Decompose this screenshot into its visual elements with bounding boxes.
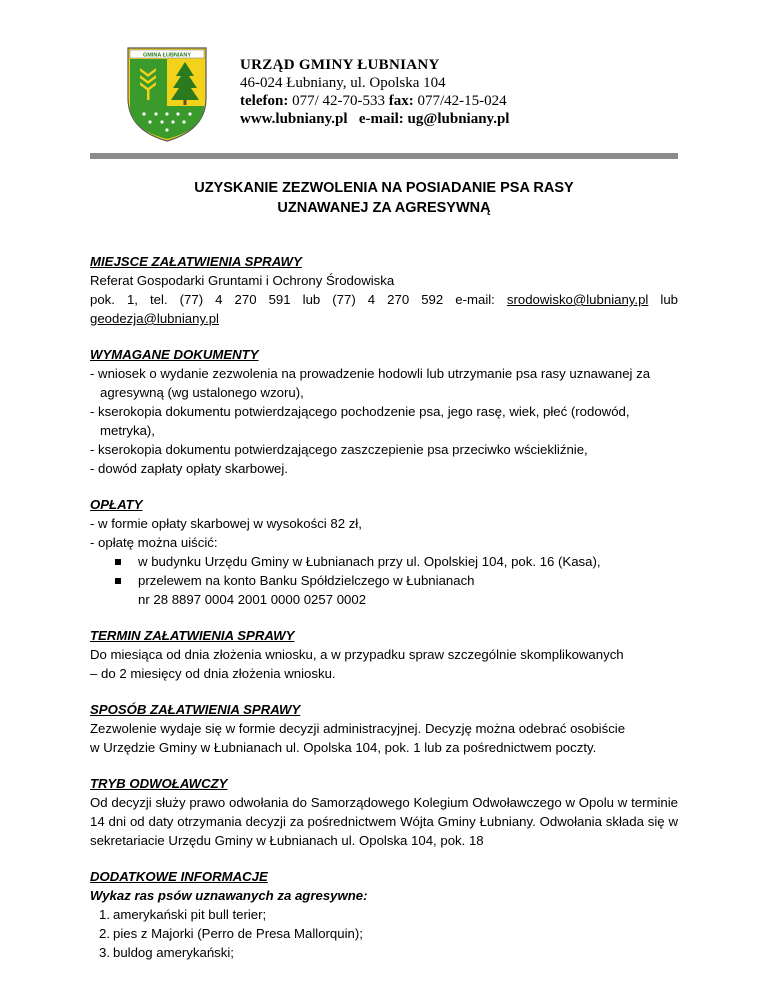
- office-department: Referat Gospodarki Gruntami i Ochrony Środowiska: [90, 273, 395, 288]
- list-item: - kserokopia dokumentu potwierdzającego pochodzenie psa, jego rasę, wiek, płeć (rodowód, metryka),: [90, 404, 630, 438]
- fee-payment-intro: - opłatę można uiścić:: [90, 535, 218, 550]
- municipality-crest-logo: [122, 44, 212, 144]
- section-sposob: SPOSÓB ZAŁATWIENIA SPRAWY Zezwolenie wydaje się w formie decyzji administracyjnej. Decyzję można odebrać osobiście w Urzędzie Gminy w Łubnianach ul. Opolska 104, pok. 1 lub za pośrednictwem poczty.: [90, 700, 678, 757]
- office-phone-fax: telefon: 077/ 42-70-533 fax: 077/42-15-024: [240, 93, 507, 109]
- office-header: [240, 56, 509, 128]
- section-miejsce: [90, 252, 678, 328]
- section-heading: TRYB ODWOŁAWCZY: [90, 776, 228, 791]
- list-item: 2. pies z Majorki (Perro de Presa Mallorquin);: [99, 926, 363, 941]
- list-item: - dowód zapłaty opłaty skarbowej.: [90, 461, 288, 476]
- bullet-square-icon: [115, 559, 121, 565]
- fee-amount: - w formie opłaty skarbowej w wysokości 82 zł,: [90, 516, 362, 531]
- document-body: [90, 252, 678, 979]
- section-dokumenty: [90, 345, 678, 478]
- section-heading: SPOSÓB ZAŁATWIENIA SPRAWY: [90, 702, 301, 717]
- section-heading: MIEJSCE ZAŁATWIENIA SPRAWY: [90, 254, 302, 269]
- breed-list-title: Wykaz ras psów uznawanych za agresywne:: [90, 888, 368, 903]
- section-heading: DODATKOWE INFORMACJE: [90, 869, 268, 884]
- section-heading: WYMAGANE DOKUMENTY: [90, 347, 259, 362]
- website-link[interactable]: www.lubniany.pl: [240, 111, 348, 127]
- list-item: - wniosek o wydanie zezwolenia na prowadzenie hodowli lub utrzymanie psa rasy uznawanej za agresywną (wg ustalonego wzoru),: [90, 366, 651, 400]
- list-item: przelewem na konto Banku Spółdzielczego w Łubnianach: [90, 571, 678, 590]
- crest-text: GMINA ŁUBNIANY: [142, 52, 192, 59]
- bullet-square-icon: [115, 578, 121, 584]
- appeal-text: Od decyzji służy prawo odwołania do Samorządowego Kolegium Odwoławczego w Opolu w terminie 14 dni od daty otrzymania decyzji za pośrednictwem Wójta Gminy Łubniany. Odwołania składa się w sekretariacie Urzędu Gminy w Łubnianach ul. Opolska 104, pok. 18: [90, 795, 678, 848]
- payment-methods: [90, 552, 678, 590]
- section-tryb: [90, 774, 678, 850]
- email-link-srodowisko[interactable]: srodowisko@lubniany.pl: [506, 292, 649, 307]
- office-name: URZĄD GMINY ŁUBNIANY: [240, 57, 440, 73]
- section-heading: TERMIN ZAŁATWIENIA SPRAWY: [90, 628, 295, 643]
- header-divider: [90, 153, 678, 159]
- list-item: - kserokopia dokumentu potwierdzającego zaszczepienie psa przeciwko wściekliźnie,: [90, 442, 588, 457]
- office-web-email: [240, 110, 509, 128]
- section-dodatkowe: [90, 867, 678, 962]
- office-email[interactable]: e-mail: ug@lubniany.pl: [358, 111, 510, 127]
- section-termin: TERMIN ZAŁATWIENIA SPRAWY Do miesiąca od dnia złożenia wniosku, a w przypadku spraw szczególnie skomplikowanych – do 2 miesięcy od dnia złożenia wniosku.: [90, 626, 678, 683]
- bank-account-number: nr 28 8897 0004 2001 0000 0257 0002: [138, 592, 367, 607]
- contact-line: pok. 1, tel. (77) 4 270 591 lub (77) 4 270 592 e-mail: srodowisko@lubniany.pl lub: [90, 292, 679, 307]
- document-title: UZYSKANIE ZEZWOLENIA NA POSIADANIE PSA RASY UZNAWANEJ ZA AGRESYWNĄ: [194, 180, 574, 216]
- office-address: 46-024 Łubniany, ul. Opolska 104: [240, 75, 446, 91]
- list-item: 1. amerykański pit bull terier;: [99, 907, 267, 922]
- list-item: w budynku Urzędu Gminy w Łubnianach przy ul. Opolskiej 104, pok. 16 (Kasa),: [90, 552, 678, 571]
- breed-list: [90, 905, 678, 962]
- email-link-geodezja[interactable]: geodezja@lubniany.pl: [90, 311, 219, 326]
- section-heading: OPŁATY: [90, 497, 143, 512]
- list-item: 3. buldog amerykański;: [99, 945, 234, 960]
- section-oplaty: [90, 495, 678, 609]
